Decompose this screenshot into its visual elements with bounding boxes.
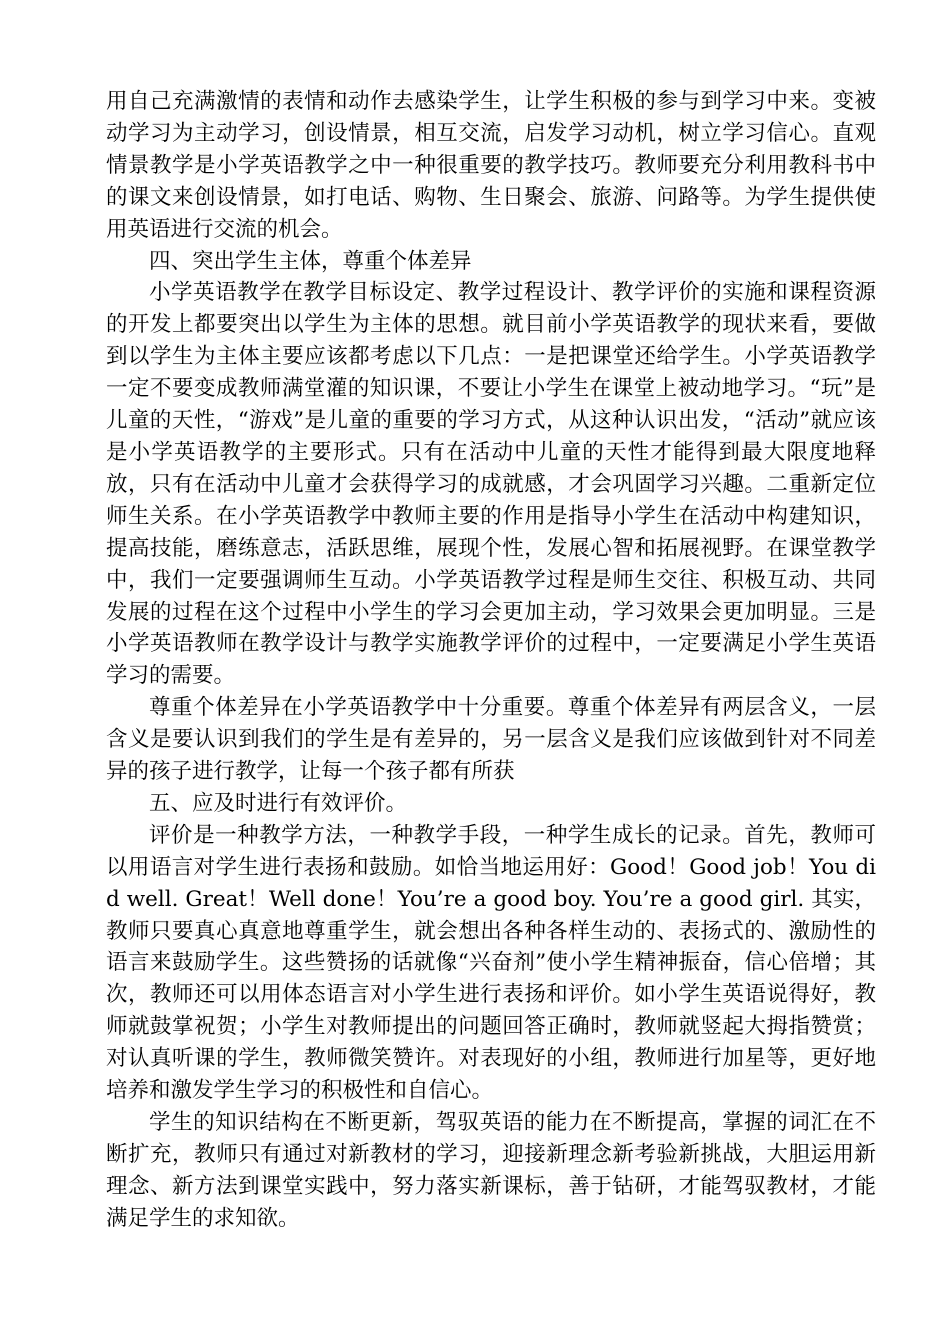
paragraph-evaluation: 评价是一种教学方法，一种教学手段，一种学生成长的记录。首先，教师可以用语言对学生进行表扬和鼓励。如恰当地运用好：Good！Good job！You did well. Great！Well done！You’re a good boy. You’re a good girl. 其实，教师只要真心真意地尊重学生，就会想出各种各样生动的、表扬式的、激励性的语言来鼓励学生。这些赞扬的话就像“兴奋剂”使小学生精神振奋，信心倍增；其次，教师还可以用体态语言对小学生进行表扬和评价。如小学生英语说得好，教师就鼓掌祝贺；小学生对教师提出的问题回答正确时，教师就竖起大拇指赞赏；对认真听课的学生，教师微笑赞许。对表现好的小组，教师进行加星等，更好地培养和激发学生学习的积极性和自信心。 (106, 822, 876, 1104)
document-page (106, 86, 876, 1235)
section-heading-five: 五、应及时进行有效评价。 (149, 790, 408, 816)
section-heading-four: 四、突出学生主体，尊重个体差异 (149, 248, 472, 274)
paragraph-conclusion: 学生的知识结构在不断更新，驾驭英语的能力在不断提高，掌握的词汇在不断扩充，教师只有通过对新教材的学习，迎接新理念新考验新挑战，大胆运用新理念、新方法到课堂实践中，努力落实新课标，善于钻研，才能驾驭教材，才能满足学生的求知欲。 (106, 1110, 876, 1231)
paragraph-student-centered: 小学英语教学在教学目标设定、教学过程设计、教学评价的实施和课程资源的开发上都要突出以学生为主体的思想。就目前小学英语教学的现状来看，要做到以学生为主体主要应该都考虑以下几点：一是把课堂还给学生。小学英语教学一定不要变成教师满堂灌的知识课，不要让小学生在课堂上被动地学习。“玩”是儿童的天性，“游戏”是儿童的重要的学习方式，从这种认识出发，“活动”就应该是小学英语教学的主要形式。只有在活动中儿童的天性才能得到最大限度地释放，只有在活动中儿童才会获得学习的成就感，才会巩固学习兴趣。二重新定位师生关系。在小学英语教学中教师主要的作用是指导小学生在活动中构建知识，提高技能，磨练意志，活跃思维，展现个性，发展心智和拓展视野。在课堂教学中，我们一定要强调师生互动。小学英语教学过程是师生交往、积极互动、共同发展的过程在这个过程中小学生的学习会更加主动，学习效果会更加明显。三是小学英语教师在教学设计与教学实施教学评价的过程中，一定要满足小学生英语学习的需要。 (106, 280, 876, 689)
paragraph-individual-differences: 尊重个体差异在小学英语教学中十分重要。尊重个体差异有两层含义，一层含义是要认识到我们的学生是有差异的，另一层含义是我们应该做到针对不同差异的孩子进行教学，让每一个孩子都有所获 (106, 695, 876, 785)
paragraph-situational-teaching: 用自己充满激情的表情和动作去感染学生，让学生积极的参与到学习中来。变被动学习为主动学习，创设情景，相互交流，启发学习动机，树立学习信心。直观情景教学是小学英语教学之中一种很重要的教学技巧。教师要充分利用教科书中的课文来创设情景，如打电话、购物、生日聚会、旅游、问路等。为学生提供使用英语进行交流的机会。 (106, 89, 876, 242)
